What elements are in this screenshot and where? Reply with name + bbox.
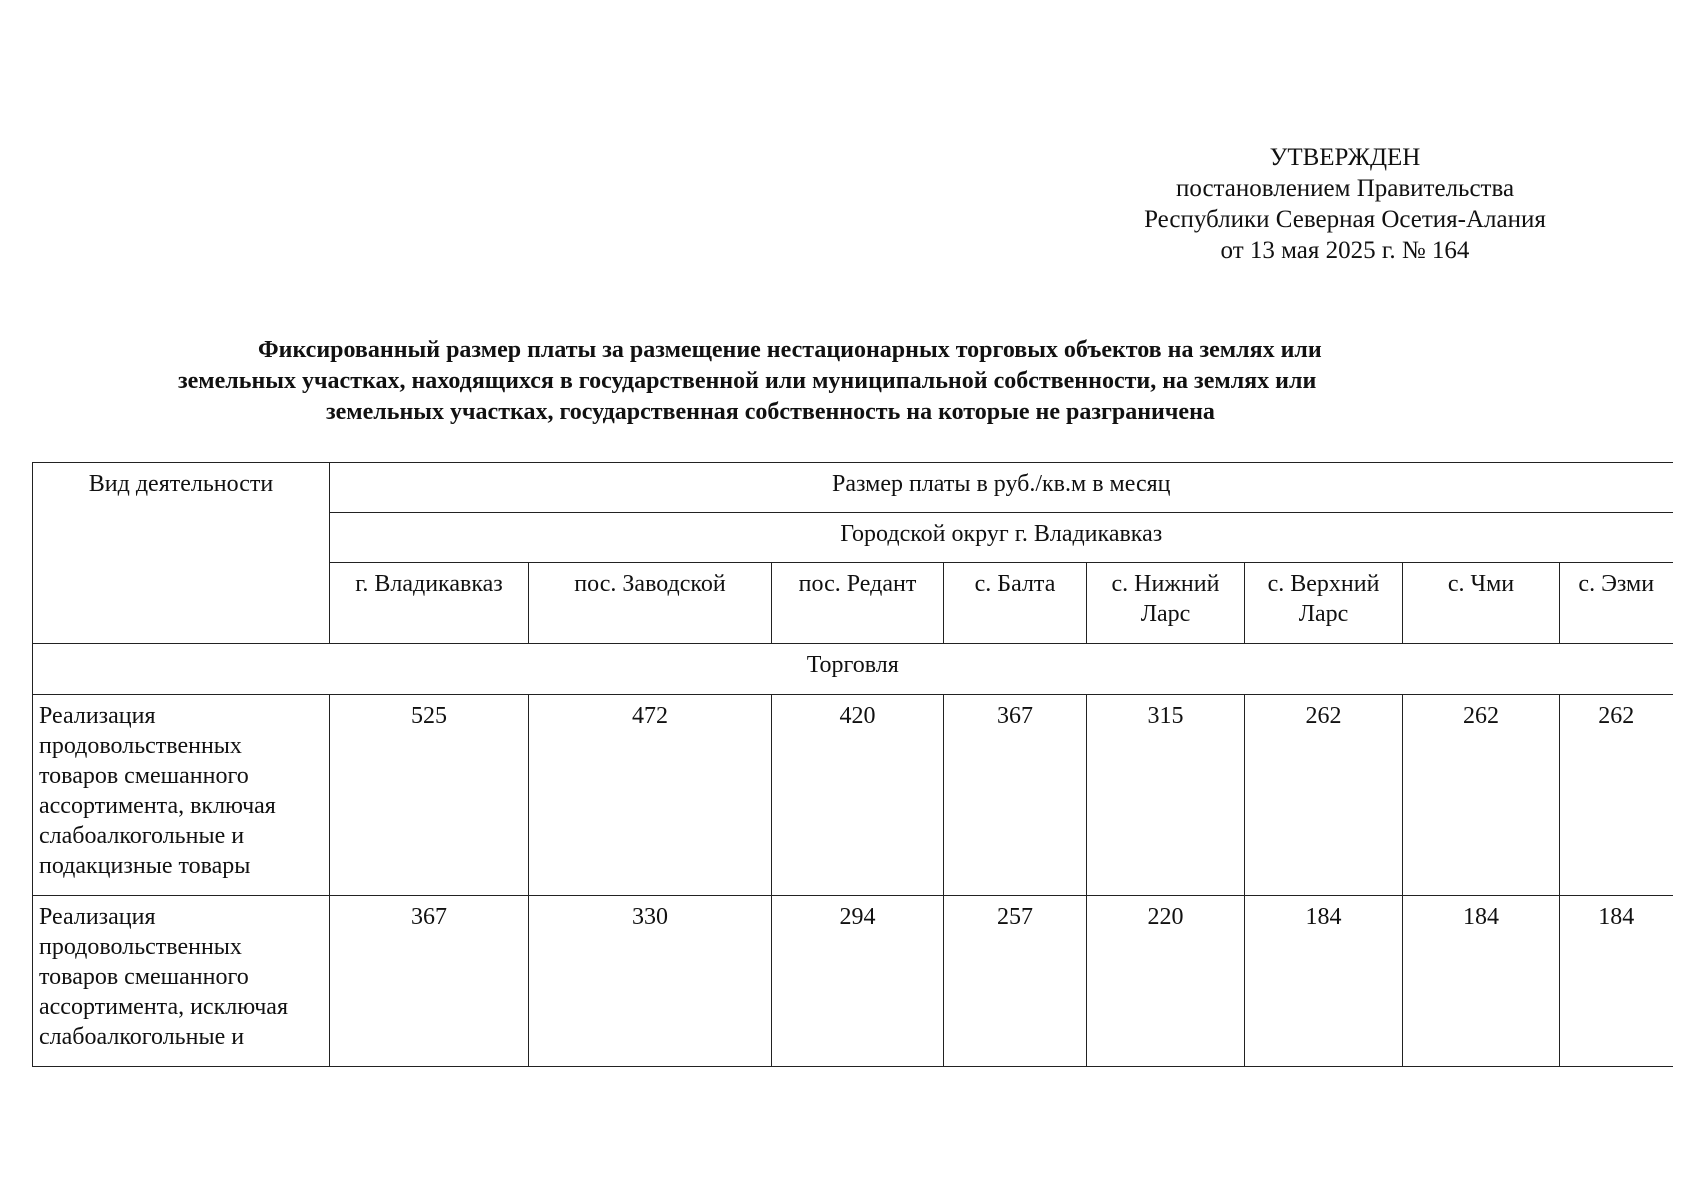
approval-date: от 13 мая 2025 г. № 164 xyxy=(1220,237,1470,264)
locality-header: с. Нижний Ларс xyxy=(1087,563,1245,644)
fee-cell: 262 xyxy=(1560,695,1673,896)
district-header: Городской округ г. Владикавказ xyxy=(330,513,1673,563)
fee-cell: 184 xyxy=(1245,896,1403,1067)
fee-cell: 262 xyxy=(1245,695,1403,896)
title-line: земельных участках, государственная собственность на которые не разграничена xyxy=(326,399,1215,425)
document-title xyxy=(160,335,1560,428)
activity-column-header: Вид деятельности xyxy=(33,463,330,644)
locality-header: с. Балта xyxy=(944,563,1087,644)
title-line: земельных участках, находящихся в государственной или муниципальной собственности, на землях или xyxy=(178,368,1317,394)
approval-stamp xyxy=(1105,142,1585,266)
locality-header: с. Эзми xyxy=(1560,563,1673,644)
fee-table xyxy=(32,462,1673,1067)
approval-line: Республики Северная Осетия-Алания xyxy=(1144,206,1546,233)
fee-cell: 420 xyxy=(772,695,944,896)
activity-cell: Реализация продовольственных товаров смешанного ассортимента, включая слабоалкогольные и подакцизные товары xyxy=(33,695,330,896)
table-row xyxy=(33,695,1673,896)
fee-cell: 367 xyxy=(944,695,1087,896)
fee-cell: 220 xyxy=(1087,896,1245,1067)
activity-cell: Реализация продовольственных товаров смешанного ассортимента, исключая слабоалкогольные и xyxy=(33,896,330,1067)
fee-cell: 330 xyxy=(529,896,772,1067)
locality-header: с. Чми xyxy=(1403,563,1560,644)
table-row xyxy=(33,896,1673,1067)
approval-heading: УТВЕРЖДЕН xyxy=(1269,144,1421,171)
fee-cell: 367 xyxy=(330,896,529,1067)
approval-line: постановлением Правительства xyxy=(1175,175,1515,202)
fee-cell: 315 xyxy=(1087,695,1245,896)
locality-header: пос. Заводской xyxy=(529,563,772,644)
fee-cell: 184 xyxy=(1403,896,1560,1067)
fee-column-header: Размер платы в руб./кв.м в месяц xyxy=(330,463,1673,513)
fee-cell: 262 xyxy=(1403,695,1560,896)
fee-cell: 184 xyxy=(1560,896,1673,1067)
section-header: Торговля xyxy=(33,644,1673,695)
locality-header: пос. Редант xyxy=(772,563,944,644)
fee-cell: 257 xyxy=(944,896,1087,1067)
locality-header: г. Владикавказ xyxy=(330,563,529,644)
fee-cell: 294 xyxy=(772,896,944,1067)
fee-cell: 525 xyxy=(330,695,529,896)
title-line: Фиксированный размер платы за размещение нестационарных торговых объектов на землях или xyxy=(258,337,1322,363)
fee-cell: 472 xyxy=(529,695,772,896)
locality-header: с. Верхний Ларс xyxy=(1245,563,1403,644)
